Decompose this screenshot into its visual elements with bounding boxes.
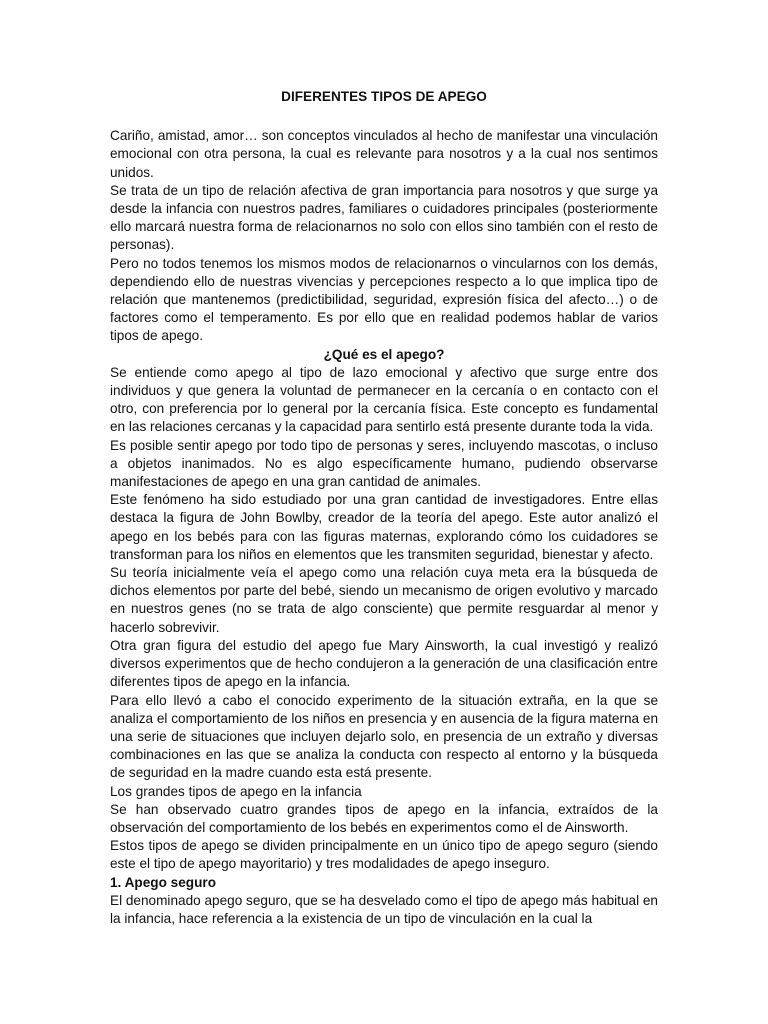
paragraph: Estos tipos de apego se dividen principalmente en un único tipo de apego seguro (siendo este el tipo de apego mayoritario) y tres modalidades de apego inseguro. (110, 838, 658, 872)
section-heading: 1. Apego seguro (110, 874, 216, 890)
paragraph: Pero no todos tenemos los mismos modos de relacionarnos o vincularnos con los demás, dependiendo ello de nuestras vivencias y percepciones respecto a lo que implica tipo de relación que mantenemos (predictibilidad, seguridad, expresión física del afecto…) o de factores como el temperamento. Es por ello que en realidad podemos hablar de varios tipos de apego. (110, 255, 658, 344)
paragraph: Se entiende como apego al tipo de lazo emocional y afectivo que surge entre dos individuos y que genera la voluntad de permanecer en la cercanía o en contacto con el otro, con preferencia por lo general por la cercanía física. Este concepto es fundamental en las relaciones cercanas y la capacidad para sentirlo está presente durante toda la vida. (110, 364, 658, 435)
paragraph: Otra gran figura del estudio del apego fue Mary Ainsworth, la cual investigó y realizó diversos experimentos que de hecho condujeron a la generación de una clasificación entre diferentes tipos de apego en la infancia. (110, 637, 658, 690)
paragraph: Es posible sentir apego por todo tipo de personas y seres, incluyendo mascotas, o incluso a objetos inanimados. No es algo específicamente humano, pudiendo observarse manifestaciones de apego en una gran cantidad de animales. (110, 437, 658, 490)
paragraph: Se trata de un tipo de relación afectiva de gran importancia para nosotros y que surge ya desde la infancia con nuestros padres, familiares o cuidadores principales (posteriormente ello marcará nuestra forma de relacionarnos no solo con ellos sino también con el resto de personas). (110, 182, 658, 253)
paragraph: Cariño, amistad, amor… son conceptos vinculados al hecho de manifestar una vinculación emocional con otra persona, la cual es relevante para nosotros y a la cual nos sentimos unidos. (110, 128, 658, 180)
paragraph: Su teoría inicialmente veía el apego como una relación cuya meta era la búsqueda de dichos elementos por parte del bebé, siendo un mecanismo de origen evolutivo y marcado en nuestros genes (no se trata de algo consciente) que permite resguardar al menor y hacerlo sobrevivir. (110, 565, 658, 635)
subheading: ¿Qué es el apego? (323, 346, 445, 362)
document-title: DIFERENTES TIPOS DE APEGO (281, 89, 487, 104)
paragraph: El denominado apego seguro, que se ha desvelado como el tipo de apego más habitual en la infancia, hace referencia a la existencia de un tipo de vinculación en la cual la (110, 892, 658, 926)
paragraph: Este fenómeno ha sido estudiado por una gran cantidad de investigadores. Entre ellas destaca la figura de John Bowlby, creador de la teoría del apego. Este autor analizó el apego en los bebés para con las figuras maternas, explorando cómo los cuidadores se transforman para los niños en elementos que les transmiten seguridad, bienestar y afecto. (110, 492, 658, 562)
plain-line: Los grandes tipos de apego en la infancia (110, 783, 362, 799)
paragraph: Se han observado cuatro grandes tipos de apego en la infancia, extraídos de la observación del comportamiento de los bebés en experimentos como el de Ainsworth. (110, 801, 658, 835)
paragraph: Para ello llevó a cabo el conocido experimento de la situación extraña, en la que se analiza el comportamiento de los niños en presencia y en ausencia de la figura materna en una serie de situaciones que incluyen dejarlo solo, en presencia de un extraño y diversas combinaciones en las que se analiza la conducta con respecto al entorno y la búsqueda de seguridad en la madre cuando esta está presente. (110, 692, 658, 781)
